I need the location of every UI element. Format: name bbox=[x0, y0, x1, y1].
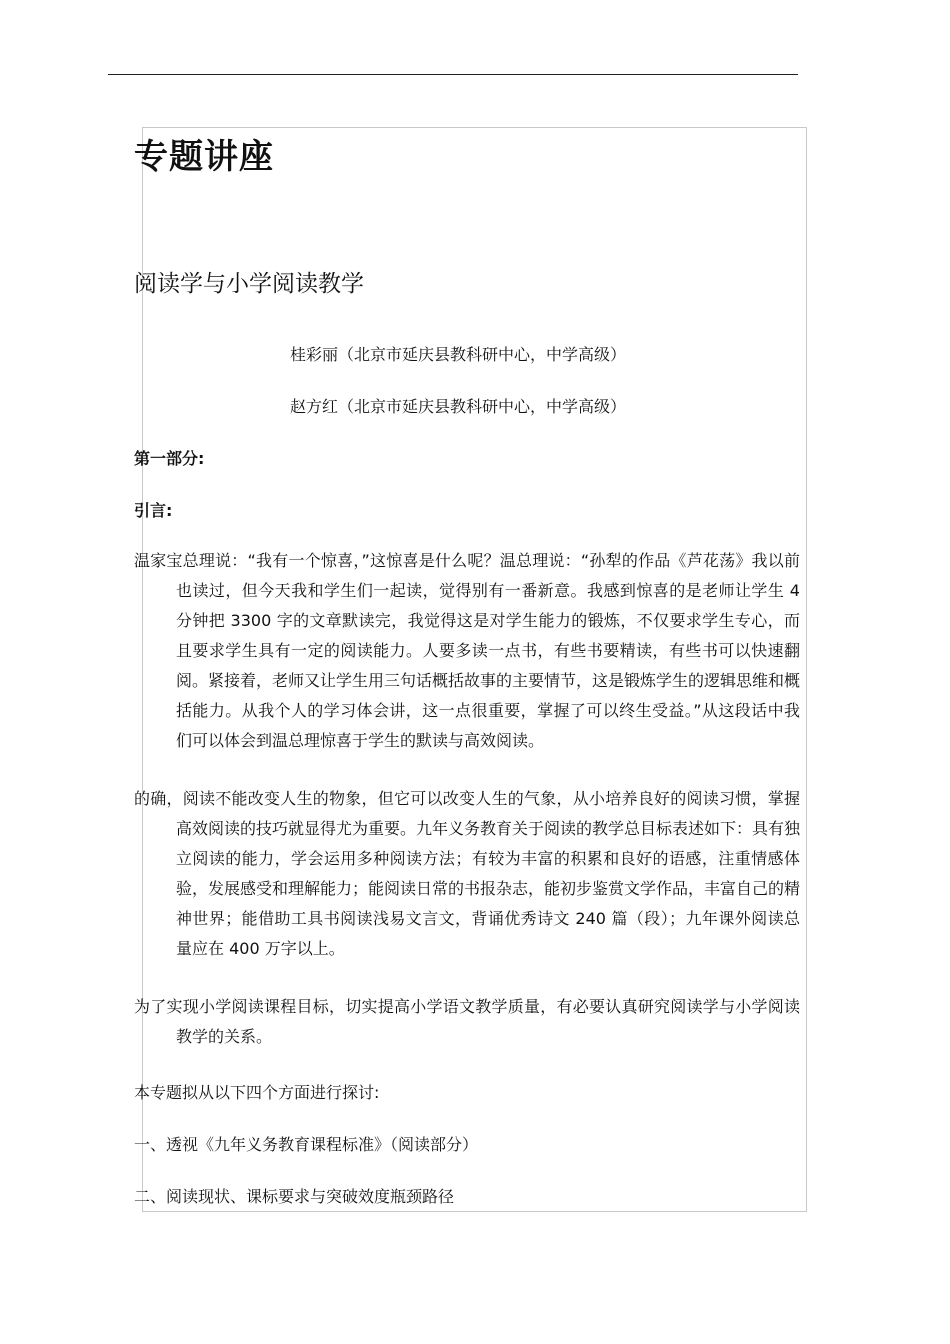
header-rule bbox=[108, 74, 798, 75]
plan-intro: 本专题拟从以下四个方面进行探讨: bbox=[134, 1083, 380, 1102]
part-heading: 第一部分: bbox=[134, 449, 205, 468]
intro-heading: 引言: bbox=[134, 501, 173, 520]
document-title: 专题讲座 bbox=[134, 137, 274, 177]
document-body bbox=[134, 128, 800, 1208]
author-line: 赵方红（北京市延庆县教科研中心，中学高级） bbox=[290, 397, 627, 416]
body-paragraph: 为了实现小学阅读课程目标，切实提高小学语文教学质量，有必要认真研究阅读学与小学阅读教学的关系。 bbox=[134, 997, 800, 1046]
author-line: 桂彩丽（北京市延庆县教科研中心，中学高级） bbox=[290, 345, 627, 364]
topic-item: 一、透视《九年义务教育课程标准》（阅读部分） bbox=[134, 1135, 479, 1154]
article-title: 阅读学与小学阅读教学 bbox=[134, 271, 364, 297]
body-paragraph: 的确，阅读不能改变人生的物象，但它可以改变人生的气象，从小培养良好的阅读习惯，掌握高效阅读的技巧就显得尤为重要。九年义务教育关于阅读的教学总目标表述如下：具有独立阅读的能力，学会运用多种阅读方法；有较为丰富的积累和良好的语感，注重情感体验，发展感受和理解能力；能阅读日常的书报杂志，能初步鉴赏文学作品，丰富自己的精神世界；能借助工具书阅读浅易文言文，背诵优秀诗文 240 篇（段）；九年课外阅读总量应在 400 万字以上。 bbox=[134, 789, 801, 958]
body-paragraph: 温家宝总理说：“我有一个惊喜，”这惊喜是什么呢？温总理说：“孙犁的作品《芦花荡》我以前也读过，但今天我和学生们一起读，觉得别有一番新意。我感到惊喜的是老师让学生 4 分钟把 3300 字的文章默读完，我觉得这是对学生能力的锻炼，不仅要求学生专心，而且要求学生具有一定的阅读能力。人要多读一点书，有些书要精读，有些书可以快速翻阅。紧接着，老师又让学生用三句话概括故事的主要情节，这是锻炼学生的逻辑思维和概括能力。从我个人的学习体会讲，这一点很重要，掌握了可以终生受益。”从这段话中我们可以体会到温总理惊喜于学生的默读与高效阅读。 bbox=[134, 551, 801, 750]
topic-item: 二、阅读现状、课标要求与突破效度瓶颈路径 bbox=[134, 1187, 455, 1206]
